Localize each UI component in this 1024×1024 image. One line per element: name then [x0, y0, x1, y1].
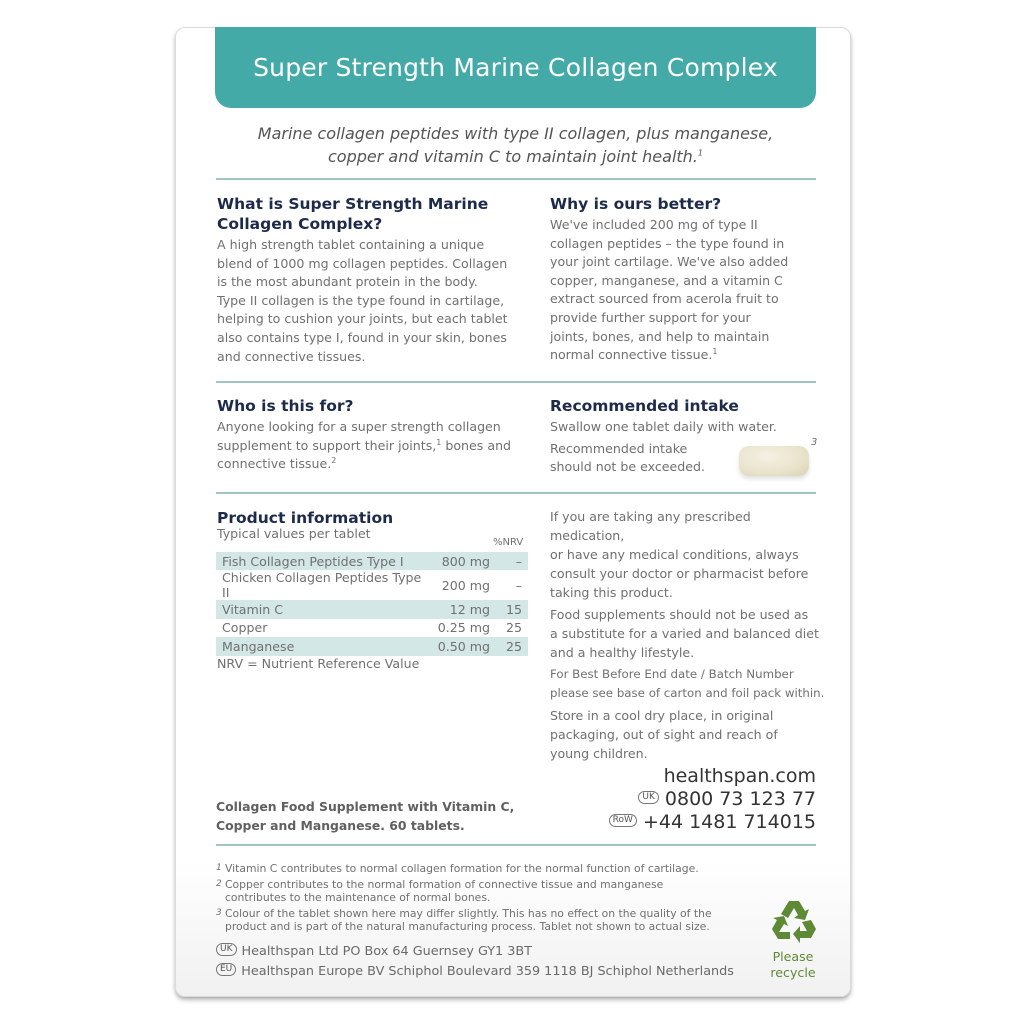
advice-paragraph: Store in a cool dry place, in original packaging, out of sight and reach of young children.	[550, 708, 778, 761]
advice-paragraph: Food supplements should not be used as a substitute for a varied and balanced diet and a healthy lifestyle.	[550, 607, 819, 660]
section-heading: Recommended intake	[550, 397, 739, 415]
advice-paragraph: For Best Before End date / Batch Number please see base of carton and foil pack within.	[550, 667, 825, 700]
address-uk: UK Healthspan Ltd PO Box 64 Guernsey GY1 3BT	[216, 942, 532, 962]
footnote: 2 Copper contributes to the normal formation of connective tissue and manganese contributes to the maintenance of normal bones.	[216, 878, 664, 904]
divider	[216, 844, 816, 846]
website-link[interactable]: healthspan.com	[663, 765, 816, 787]
table-row: Copper 0.25 mg 25	[222, 620, 522, 636]
footnote: 1 Vitamin C contributes to normal collagen formation for the normal function of cartilage.	[216, 862, 699, 875]
table-row: Manganese 0.50 mg 25	[216, 637, 528, 655]
table-row: Vitamin C 12 mg 15	[216, 600, 528, 618]
tagline-line: copper and vitamin C to maintain joint health.	[328, 147, 698, 166]
uk-badge-icon: UK	[216, 943, 237, 956]
table-row: Chicken Collagen Peptides Type II 200 mg –	[222, 570, 522, 601]
section-heading: What is Super Strength Marine Collagen Complex?	[217, 195, 489, 233]
section-why-better	[550, 194, 820, 365]
divider	[216, 381, 816, 383]
address-eu: EU Healthspan Europe BV Schiphol Boulevard 359 1118 BJ Schiphol Netherlands	[216, 962, 734, 982]
nutrition-table	[216, 552, 528, 656]
section-body: Anyone looking for a super strength collagen supplement to support their joints,$^1$ bones and connective tissue.$^2$	[217, 419, 512, 472]
section-who-for	[217, 396, 532, 474]
section-body: We've included 200 mg of type II collagen peptides – the type found in your joint cartilage. We've also added copper, manganese, and a vitamin C extract sourced from acerola fruit to provide further support for your joints, bones, and help to maintain normal connective tissue.$^1$	[550, 217, 789, 363]
table-row: Fish Collagen Peptides Type I 800 mg –	[216, 552, 528, 570]
section-safety-advice	[550, 507, 825, 766]
divider	[216, 492, 816, 494]
title-banner	[215, 27, 816, 108]
footnote-ref: 3	[811, 437, 818, 448]
section-what-is	[217, 194, 532, 366]
row-badge-icon: RoW	[609, 814, 637, 827]
row-phone[interactable]: +44 1481 714015	[642, 811, 816, 833]
section-product-information	[217, 508, 532, 544]
section-subheading: Typical values per tablet	[217, 526, 371, 541]
uk-badge-icon: UK	[638, 791, 659, 804]
product-description: Collagen Food Supplement with Vitamin C, Copper and Manganese. 60 tablets.	[216, 799, 515, 833]
section-body: Swallow one tablet daily with water. Recommended intake should not be exceeded.	[550, 419, 777, 475]
footnotes	[216, 862, 756, 933]
divider	[216, 178, 816, 180]
section-heading: Who is this for?	[217, 397, 354, 415]
section-heading: Product information	[217, 509, 394, 527]
section-body: A high strength tablet containing a unique blend of 1000 mg collagen peptides. Collagen is the most abundant protein in the body. Type II collagen is the type found in cartilage, helping to cushion your joints, but each tablet also contains type I, found in your skin, bones and connective tissues.	[217, 237, 508, 364]
footnote-ref: 1	[697, 148, 703, 158]
uk-phone[interactable]: 0800 73 123 77	[664, 788, 816, 810]
tagline	[215, 122, 816, 168]
nrv-note: NRV = Nutrient Reference Value	[217, 656, 420, 671]
advice-paragraph: If you are taking any prescribed medication, or have any medical conditions, always consult your doctor or pharmacist before taking this product.	[550, 509, 809, 600]
recycle-icon	[770, 898, 818, 944]
product-title: Super Strength Marine Collagen Complex	[253, 53, 778, 82]
recycle-label: Please recycle	[770, 949, 816, 980]
contact-block	[609, 765, 816, 834]
footnote: 3 Colour of the tablet shown here may differ slightly. This has no effect on the quality of the product and is part of the natural manufacturing process. Tablet not shown to actual size.	[216, 907, 712, 933]
tablet-image	[739, 446, 809, 476]
nrv-column-header: %NRV	[493, 537, 524, 548]
tagline-line: Marine collagen peptides with type II collagen, plus manganese,	[257, 124, 774, 143]
section-heading: Why is ours better?	[550, 195, 722, 213]
eu-badge-icon: EU	[216, 963, 236, 976]
